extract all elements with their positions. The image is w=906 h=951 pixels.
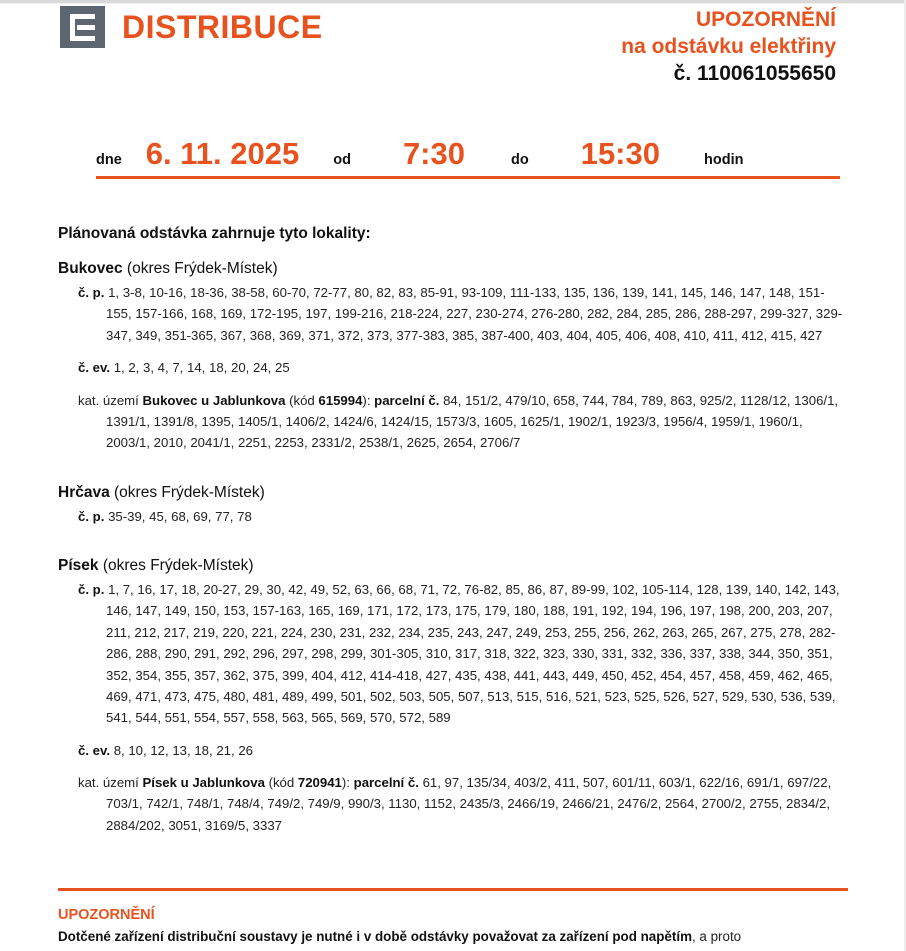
cp-values: 1, 3-8, 10-16, 18-36, 38-58, 60-70, 72-77, 80, 82, 83, 85-91, 93-109, 111-133, 135, 136, 139, 141, 145, 146, 147, 148, 151-155, 157-166, 168, 169, 172-195, 197, 199-216, 218-224, 227, 230-274, 276-280, 282, 284, 285, 286, 288-297, 299-327, 329-347, 349, 351-365, 367, 368, 369, 371, 372, 373, 377-383, 385, 387-400, 403, 404, 405, 406, 408, 410, 411, 412, 415, 427 bbox=[106, 285, 843, 343]
outage-time-to: 15:30 bbox=[580, 136, 660, 171]
locality-hrcava bbox=[58, 484, 848, 527]
locality-bukovec bbox=[58, 260, 848, 454]
cadastral-code: 720941 bbox=[297, 775, 342, 790]
cp-label: č. p. bbox=[78, 285, 105, 300]
locality-cp-line bbox=[58, 506, 848, 527]
notice-number: č. 110061055650 bbox=[673, 61, 836, 85]
locality-cadastral-line bbox=[58, 390, 848, 454]
brand-logo bbox=[60, 6, 323, 48]
notice-heading-block bbox=[621, 7, 836, 88]
cez-square-logo-icon bbox=[60, 6, 105, 48]
parcel-values: 84, 151/2, 479/10, 658, 744, 784, 789, 863, 925/2, 1128/12, 1306/1, 1391/1, 1391/8, 1395, 1405/1, 1406/2, 1424/6, 1424/15, 1573/3, 1605, 1625/1, 1902/1, 1923/3, 1956/4, 1959/1, 1960/1, 2003/1, 2010, 2041/1, 2251, 2253, 2331/2, 2538/1, 2625, 2654, 2706/7 bbox=[106, 392, 839, 451]
outage-time-from: 7:30 bbox=[402, 136, 465, 171]
label-to: do bbox=[510, 152, 529, 168]
footer-warning-section bbox=[58, 888, 848, 947]
cadastral-area-name: Písek u Jablunkova bbox=[142, 775, 265, 790]
locality-name: Bukovec bbox=[58, 260, 123, 277]
cp-label: č. p. bbox=[78, 582, 105, 597]
outage-date: 6. 11. 2025 bbox=[145, 136, 300, 171]
cadastral-area-name: Bukovec u Jablunkova bbox=[142, 392, 286, 408]
footer-divider bbox=[58, 888, 848, 891]
datetime-divider bbox=[96, 176, 840, 179]
locality-cp-line bbox=[58, 579, 848, 729]
locality-name: Hrčava bbox=[58, 483, 110, 501]
parcel-values: 61, 97, 135/34, 403/2, 411, 507, 601/11, 603/1, 622/16, 691/1, 697/22, 703/1, 742/1, 748/1, 748/4, 749/2, 749/9, 990/3, 1130, 1152, 2435/3, 2466/19, 2466/21, 2476/2, 2564, 2700/2, 2755, 2834/2, 2884/202, 3051, 3169/5, 3337 bbox=[106, 775, 832, 833]
cp-values: 35-39, 45, 68, 69, 77, 78 bbox=[108, 508, 252, 524]
locality-district: (okres Frýdek-Místek) bbox=[98, 557, 254, 574]
locality-name: Písek bbox=[58, 557, 99, 574]
cev-label: č. ev. bbox=[78, 360, 111, 376]
parcel-label: parcelní č. bbox=[353, 775, 419, 790]
parcel-label: parcelní č. bbox=[374, 392, 440, 408]
brand-name: DISTRIBUCE bbox=[122, 9, 323, 45]
locality-header bbox=[58, 484, 848, 502]
cadastral-code-suffix: ): bbox=[362, 392, 375, 408]
cp-values: 1, 7, 16, 17, 18, 20-27, 29, 30, 42, 49, 52, 63, 66, 68, 71, 72, 76-82, 85, 86, 87, 89-99, 102, 105-114, 128, 139, 140, 142, 143, 146, 147, 149, 150, 153, 157-163, 165, 169, 171, 172, 173, 175, 179, 180, 188, 191, 192, 194, 196, 197, 198, 200, 203, 207, 211, 212, 217, 219, 220, 221, 224, 230, 231, 232, 234, 235, 243, 247, 249, 253, 255, 256, 262, 263, 265, 267, 275, 278, 282-286, 288, 290, 291, 292, 296, 297, 298, 299, 301-305, 310, 317, 318, 322, 323, 330, 331, 332, 336, 337, 338, 344, 350, 351, 352, 354, 355, 357, 362, 375, 399, 404, 412, 414-418, 427, 435, 438, 441, 443, 449, 450, 452, 454, 457, 458, 459, 462, 465, 469, 471, 473, 475, 480, 481, 489, 499, 501, 502, 503, 505, 507, 513, 515, 516, 521, 523, 525, 526, 527, 529, 530, 536, 539, 541, 544, 551, 554, 557, 558, 563, 565, 569, 570, 572, 589 bbox=[106, 582, 840, 726]
footer-rest-text: , a proto bbox=[691, 929, 742, 944]
locality-header bbox=[58, 260, 848, 278]
cadastral-code-prefix: (kód bbox=[264, 775, 298, 790]
locality-cadastral-line bbox=[58, 772, 848, 836]
cev-values: 1, 2, 3, 4, 7, 14, 18, 20, 24, 25 bbox=[113, 360, 290, 376]
cadastral-prefix: kat. území bbox=[78, 775, 143, 790]
cadastral-prefix: kat. území bbox=[78, 392, 143, 408]
locality-pisek bbox=[58, 557, 848, 836]
footer-bold-text: Dotčené zařízení distribuční soustavy je nutné i v době odstávky považovat za zařízení pod napětím bbox=[58, 929, 692, 944]
locality-district: (okres Frýdek-Místek) bbox=[122, 260, 278, 277]
label-date: dne bbox=[96, 152, 122, 168]
locality-cev-line bbox=[58, 740, 848, 761]
label-from: od bbox=[333, 152, 351, 168]
outage-datetime-bar bbox=[96, 136, 840, 180]
cadastral-code-prefix: (kód bbox=[285, 392, 319, 408]
locality-list-section bbox=[58, 225, 848, 848]
cp-label: č. p. bbox=[78, 508, 105, 524]
locality-cev-line bbox=[58, 357, 848, 378]
notice-subtitle: na odstávku elektřiny bbox=[621, 34, 836, 58]
footer-text bbox=[58, 927, 848, 947]
locality-cp-line bbox=[58, 282, 848, 346]
cadastral-code-suffix: ): bbox=[341, 775, 354, 790]
cadastral-code: 615994 bbox=[318, 392, 363, 408]
document-header bbox=[0, 4, 906, 108]
cev-label: č. ev. bbox=[78, 742, 111, 758]
locality-header bbox=[58, 557, 848, 575]
locality-district: (okres Frýdek-Místek) bbox=[109, 483, 265, 501]
cev-values: 8, 10, 12, 13, 18, 21, 26 bbox=[113, 742, 253, 758]
notice-title: UPOZORNĚNÍ bbox=[695, 8, 836, 31]
intro-text: Plánovaná odstávka zahrnuje tyto lokality: bbox=[58, 225, 371, 242]
label-hours: hodin bbox=[704, 152, 744, 168]
footer-title: UPOZORNĚNÍ bbox=[58, 907, 155, 923]
